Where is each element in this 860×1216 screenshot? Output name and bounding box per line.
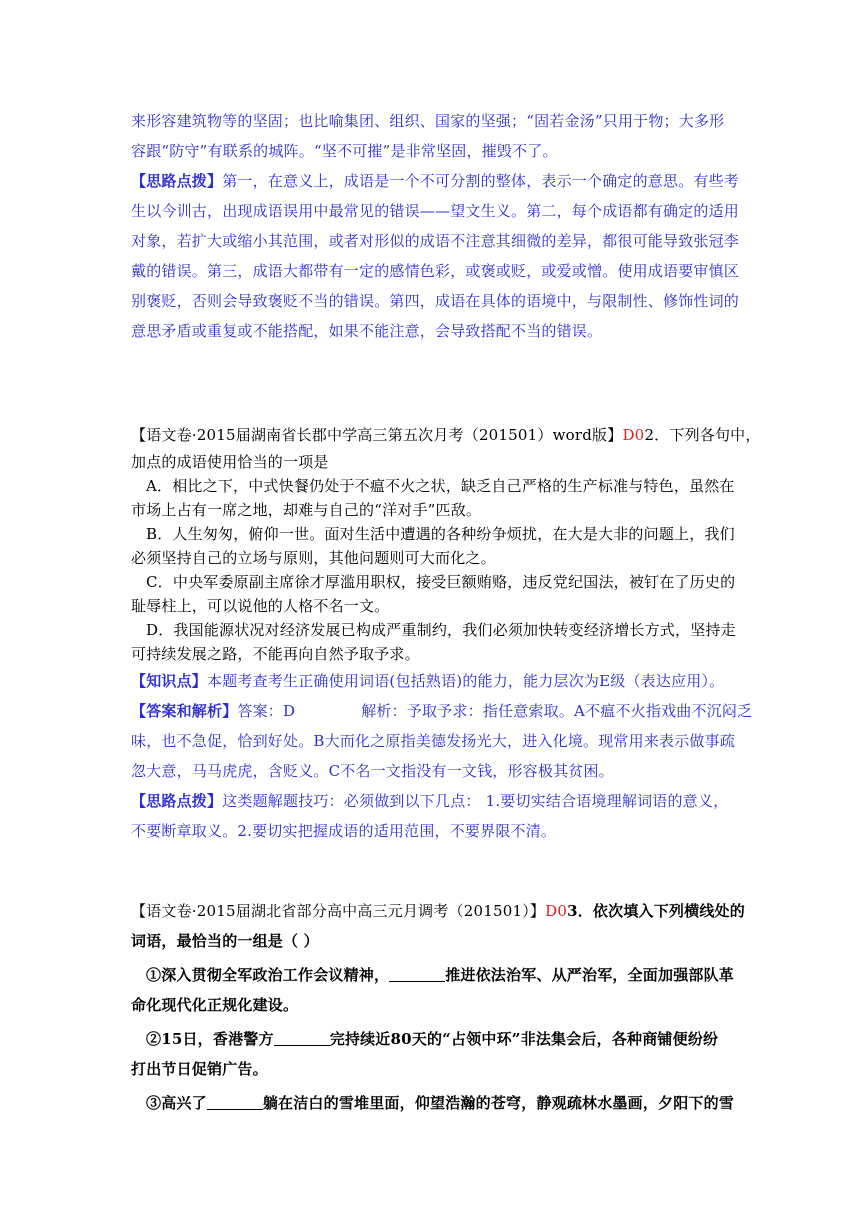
item-2-cont: 打出节日促销广告。 bbox=[131, 1060, 268, 1078]
question-header bbox=[131, 896, 745, 926]
text-line: 别褒贬，否则会导致褒贬不当的错误。第四，成语在具体的语境中，与限制性、修饰性词的 bbox=[131, 292, 740, 310]
option-a: A．相比之下，中式快餐仍处于不瘟不火之状，缺乏自己严格的生产标准与特色，虽然在 bbox=[146, 477, 735, 495]
item-3: ③高兴了 躺在洁白的雪堆里面，仰望浩瀚的苍穹，静观疏林水墨画，夕阳下的雪 bbox=[131, 1088, 731, 1118]
option-c: C．中央军委原副主席徐才厚滥用职权，接受巨额贿赂，违反党纪国法，被钉在了历史的 bbox=[146, 573, 736, 591]
item-2: ②15日，香港警方 完持续近80天的“占领中环”非法集会后，各种商铺便纷纷 bbox=[131, 1024, 731, 1054]
question-header bbox=[131, 420, 761, 450]
option-a-cont: 市场上占有一席之地，却难与自己的“洋对手”匹敌。 bbox=[131, 501, 482, 519]
question-stem-line: 词语，最恰当的一组是（ ） bbox=[131, 932, 319, 950]
tip-text: 这类题解题技巧：必须做到以下几点： 1.要切实结合语境理解词语的意义， bbox=[222, 792, 729, 810]
question-source: 【语文卷·2015届湖南省长郡中学高三第五次月考（201501）word版】 bbox=[131, 426, 623, 444]
question-stem: 3．依次填入下列横线处的 bbox=[567, 902, 745, 920]
question-2 bbox=[131, 420, 761, 846]
text-line: 不要断章取义。2.要切实把握成语的适用范围，不要界限不清。 bbox=[131, 822, 557, 840]
text-line: 忽大意，马马虎虎，含贬义。C不名一文指没有一文钱，形容极其贫困。 bbox=[131, 762, 614, 780]
option-d-cont: 可持续发展之路，不能再向自然予取予求。 bbox=[131, 645, 420, 663]
text-line: 容跟“防守”有联系的城阵。“坚不可摧”是非常坚固，摧毁不了。 bbox=[131, 142, 558, 160]
tip-tag: 【思路点拨】 bbox=[131, 792, 223, 810]
fill-blank bbox=[389, 963, 445, 982]
knowledge-text: 本题考查考生正确使用词语(包括熟语)的能力，能力层次为E级（表达应用）。 bbox=[207, 672, 725, 690]
option-b-cont: 必须坚持自己的立场与原则，其他问题则可大而化之。 bbox=[131, 549, 496, 567]
knowledge-line bbox=[131, 666, 731, 696]
question-source: 【语文卷·2015届湖北省部分高中高三元月调考（201501）】 bbox=[131, 902, 546, 920]
knowledge-tag: 【知识点】 bbox=[131, 672, 208, 690]
item-1: ①深入贯彻全军政治工作会议精神， 推进依法治军、从严治军，全面加强部队革 bbox=[131, 960, 731, 990]
text-line: 戴的错误。第三，成语大都带有一定的感情色彩，或褒或贬，或爱或憎。使用成语要审慎区 bbox=[131, 262, 740, 280]
text-line: 味，也不急促，恰到好处。B大而化之原指美德发扬光大，进入化境。现常用来表示做事疏 bbox=[131, 732, 736, 750]
option-b: B．人生匆匆，俯仰一世。面对生活中遭遇的各种纷争烦扰，在大是大非的问题上，我们 bbox=[146, 525, 735, 543]
text-line: 对象，若扩大或缩小其范围，或者对形似的成语不注意其细微的差异，都很可能导致张冠李 bbox=[131, 232, 740, 250]
answer-block bbox=[131, 666, 753, 846]
tip-text: 第一，在意义上，成语是一个不可分割的整体，表示一个确定的意思。有些考 bbox=[222, 172, 740, 190]
tip-tag: 【思路点拨】 bbox=[131, 172, 223, 190]
text-line: 意思矛盾或重复或不能搭配，如果不能注意，会导致搭配不当的错误。 bbox=[131, 322, 603, 340]
question-code: D0 bbox=[622, 426, 645, 444]
tip-line bbox=[131, 166, 740, 196]
text-line: 来形容建筑物等的坚固；也比喻集团、组织、国家的坚强；“固若金汤”只用于物；大多形 bbox=[131, 112, 725, 130]
tip-line bbox=[131, 786, 731, 816]
option-d: D．我国能源状况对经济发展已构成严重制约，我们必须加快转变经济增长方式，坚持走 bbox=[146, 621, 736, 639]
question-stem-line: 加点的成语使用恰当的一项是 bbox=[131, 453, 329, 471]
question-code: D0 bbox=[545, 902, 568, 920]
question-stem: 2．下列各句中， bbox=[644, 426, 761, 444]
fill-blank bbox=[207, 1091, 263, 1110]
question-3 bbox=[131, 896, 745, 1118]
answer-tag: 【答案和解析】 bbox=[131, 702, 238, 720]
answer-line bbox=[131, 696, 753, 726]
fill-blank bbox=[274, 1027, 330, 1046]
explanation-section bbox=[131, 106, 740, 346]
item-1-cont: 命化现代化正规化建设。 bbox=[131, 996, 299, 1014]
analysis-text: 解析：予取予求：指任意索取。A不瘟不火指戏曲不沉闷乏 bbox=[361, 702, 753, 720]
text-line: 生以今训古，出现成语误用中最常见的错误——望文生义。第二，每个成语都有确定的适用 bbox=[131, 202, 740, 220]
option-c-cont: 耻辱柱上，可以说他的人格不名一文。 bbox=[131, 597, 390, 615]
answer-text: 答案：D bbox=[237, 702, 296, 720]
